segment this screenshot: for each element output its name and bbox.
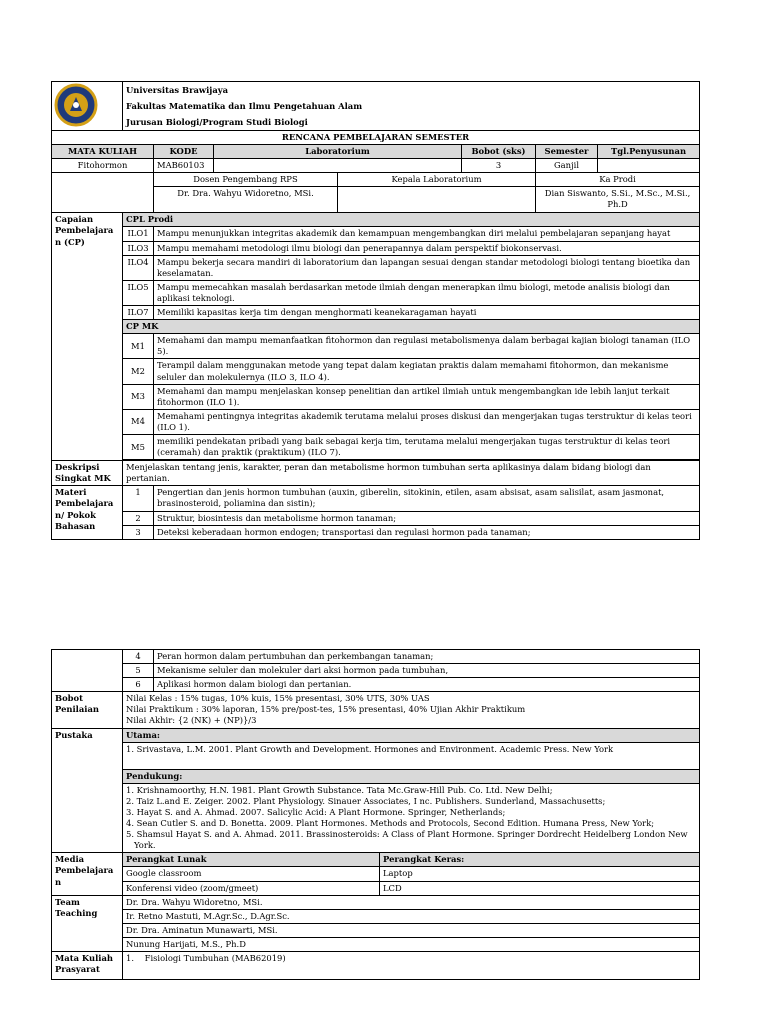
bobot-line: Nilai Akhir: {2 (NK) + (NP)}/3 — [126, 715, 257, 726]
sign-blank — [52, 173, 154, 213]
media-hard-title: Perangkat Keras: — [380, 853, 700, 867]
pustaka-item: 3. Hayat S. and A. Ahmad. 2007. Salicylic Acid: A Plant Hormone. Springer, Netherlands; — [126, 806, 506, 817]
materi-text: Pengertian dan jenis hormon tumbuhan (auxin, giberelin, sitokinin, etilen, asam absisat, asam salisilat, asam jasmonat, brasinosteroid, poliamina dan sistin); — [154, 486, 700, 511]
logo-cell — [52, 82, 123, 131]
materi-no: 4 — [123, 650, 154, 664]
course-name: Fitohormon — [52, 159, 154, 173]
desc-text: Menjelaskan tentang jenis, karakter, peran dan metabolisme hormon tumbuhan serta aplikasinya dalam bidang biologi dan pertanian. — [123, 461, 700, 486]
materi-text: Aplikasi hormon dalam biologi dan pertanian. — [154, 678, 700, 692]
materi-no: 1 — [123, 486, 154, 511]
bobot-label: Bobot Penilaian — [52, 692, 123, 728]
course-code: MAB60103 — [154, 159, 214, 173]
cpmk-code: M5 — [123, 434, 154, 459]
course-lab — [214, 159, 462, 173]
cpmk-text: Memahami pentingnya integritas akademik terutama melalui proses diskusi dan mengerjakan tugas terstruktur di kelas teori (ILO 1). — [154, 409, 700, 434]
materi-no: 5 — [123, 664, 154, 678]
pustaka-label: Pustaka — [52, 728, 123, 853]
col-laboratorium: Laboratorium — [214, 145, 462, 159]
cpl-code: ILO3 — [123, 241, 154, 255]
media-soft-item: Google classroom — [123, 867, 380, 881]
kaprodi-name: Dian Siswanto, S.Si., M.Sc., M.Si., Ph.D — [536, 187, 700, 213]
materi-text: Mekanisme seluler dan molekuler dari aksi hormon pada tumbuhan, — [154, 664, 700, 678]
cpmk-text: Memahami dan mampu memanfaatkan fitohormon dan regulasi metabolismenya dalam berbagai kajian biologi tanaman (ILO 5). — [154, 334, 700, 359]
cp-label: Capaian Pembelajaran (CP) — [52, 213, 123, 461]
pustaka-pendukung-title: Pendukung: — [123, 769, 700, 783]
team-member: Dr. Dra. Wahyu Widoretno, MSi. — [123, 895, 700, 909]
team-member: Dr. Dra. Aminatun Munawarti, MSi. — [123, 923, 700, 937]
materi-text: Deteksi keberadaan hormon endogen; transportasi dan regulasi hormon pada tanaman; — [154, 525, 700, 539]
prasyarat-text: 1. Fisiologi Tumbuhan (MAB62019) — [123, 951, 700, 979]
cpl-code: ILO5 — [123, 280, 154, 305]
materi-label: Materi Pembelajaran/ Pokok Bahasan — [52, 486, 123, 539]
pustaka-item: 1. Krishnamoorthy, H.N. 1981. Plant Growth Substance. Tata Mc.Graw-Hill Pub. Co. Ltd. New Delhi; — [126, 784, 553, 795]
cpl-title: CPL Prodi — [123, 213, 700, 227]
desc-label: Deskripsi Singkat MK — [52, 461, 123, 486]
dev-name: Dr. Dra. Wahyu Widoretno, MSi. — [154, 187, 338, 213]
department-name: Jurusan Biologi/Program Studi Biologi — [126, 117, 308, 127]
cpmk-text: Memahami dan mampu menjelaskan konsep penelitian dan artikel ilmiah untuk mengembangkan ide lebih lanjut terkait fitohormon (ILO 1). — [154, 384, 700, 409]
pustaka-pendukung-list — [123, 783, 700, 853]
cpl-text: Mampu memahami metodologi ilmu biologi dan penerapannya dalam perspektif biokonservasi. — [154, 241, 700, 255]
team-member: Ir. Retno Mastuti, M.Agr.Sc., D.Agr.Sc. — [123, 909, 700, 923]
pustaka-utama-title: Utama: — [123, 728, 700, 742]
university-name: Universitas Brawijaya — [126, 85, 229, 95]
cpl-code: ILO1 — [123, 227, 154, 241]
cpl-text: Mampu bekerja secara mandiri di laboratorium dan lapangan sesuai dengan standar metodologi biologi tentang bioetika dan keselamatan. — [154, 255, 700, 280]
pustaka-utama-item: 1. Srivastava, L.M. 2001. Plant Growth and Development. Hormones and Environment. Academic Press. New York — [123, 742, 700, 769]
institution-header — [123, 82, 700, 131]
materi-no: 6 — [123, 678, 154, 692]
pustaka-item: 2. Taiz L.and E. Zeiger. 2002. Plant Physiology. Sinauer Associates, I nc. Publishers. Sunderland, Massachusetts; — [126, 795, 606, 806]
course-date — [598, 159, 700, 173]
materi-label-cont — [52, 650, 123, 692]
col-semester: Semester — [536, 145, 598, 159]
media-label: Media Pembelajaran — [52, 853, 123, 895]
materi-text: Struktur, biosintesis dan metabolisme hormon tanaman; — [154, 511, 700, 525]
pustaka-item: 5. Shamsul Hayat S. and A. Ahmad. 2011. Brassinosteroids: A Class of Plant Hormone. Springer Dordrecht Heidelberg London New York. — [126, 829, 688, 851]
cpl-text: Memiliki kapasitas kerja tim dengan menghormati keanekaragaman hayati — [154, 306, 700, 320]
materi-text: Peran hormon dalam pertumbuhan dan perkembangan tanaman; — [154, 650, 700, 664]
col-tgl-penyusunan: Tgl.Penyusunan — [598, 145, 700, 159]
rps-body-page-1 — [51, 81, 700, 540]
cpl-code: ILO7 — [123, 306, 154, 320]
cpl-code: ILO4 — [123, 255, 154, 280]
cpmk-text: Terampil dalam menggunakan metode yang tepat dalam kegiatan praktis dalam memahami fitohormon, dan mekanisme seluler dan molekulernya (ILO 3, ILO 4). — [154, 359, 700, 384]
col-mata-kuliah: MATA KULIAH — [52, 145, 154, 159]
bobot-line: Nilai Praktikum : 30% laporan, 15% pre/post-tes, 15% presentasi, 40% Ujian Akhir Praktikum — [126, 704, 526, 715]
materi-no: 2 — [123, 511, 154, 525]
prasyarat-label: Mata Kuliah Prasyarat — [52, 951, 123, 979]
course-semester: Ganjil — [536, 159, 598, 173]
kaprodi-label: Ka Prodi — [536, 173, 700, 187]
cpmk-text: memiliki pendekatan pribadi yang baik sebagai kerja tim, terutama melalui mengerjakan tugas terstruktur di kelas teori (ceramah) dan praktik (praktikum) (ILO 7). — [154, 434, 700, 459]
dev-label: Dosen Pengembang RPS — [154, 173, 338, 187]
media-soft-item: Konferensi video (zoom/gmeet) — [123, 881, 380, 895]
head-lab-name — [338, 187, 536, 213]
head-lab-label: Kepala Laboratorium — [338, 173, 536, 187]
cpmk-code: M2 — [123, 359, 154, 384]
team-label: Team Teaching — [52, 895, 123, 951]
media-hard-item: Laptop — [380, 867, 700, 881]
cpmk-code: M4 — [123, 409, 154, 434]
media-hard-item: LCD — [380, 881, 700, 895]
bobot-text — [123, 692, 700, 728]
rps-table-page-2 — [51, 649, 700, 980]
materi-no: 3 — [123, 525, 154, 539]
bobot-line: Nilai Kelas : 15% tugas, 10% kuis, 15% presentasi, 30% UTS, 30% UAS — [126, 693, 430, 704]
cpmk-code: M1 — [123, 334, 154, 359]
university-logo-icon — [54, 83, 98, 127]
cpl-text: Mampu memecahkan masalah berdasarkan metode ilmiah dengan menerapkan ilmu biologi, metode analisis biologi dan aplikasi teknologi. — [154, 280, 700, 305]
course-credits: 3 — [462, 159, 536, 173]
cpmk-code: M3 — [123, 384, 154, 409]
cpl-text: Mampu menunjukkan integritas akademik dan kemampuan mengembangkan diri melalui pembelajaran sepanjang hayat — [154, 227, 700, 241]
media-soft-title: Perangkat Lunak — [123, 853, 380, 867]
cpmk-title: CP MK — [123, 320, 700, 334]
pustaka-item: 4. Sean Cutler S. and D. Bonetta. 2009. Plant Hormones. Methods and Protocols, Second Edition. Humana Press, New York; — [126, 818, 655, 829]
col-bobot: Bobot (sks) — [462, 145, 536, 159]
faculty-name: Fakultas Matematika dan Ilmu Pengetahuan Alam — [126, 101, 363, 111]
team-member: Nunung Harijati, M.S., Ph.D — [123, 937, 700, 951]
col-kode: KODE — [154, 145, 214, 159]
document-title: RENCANA PEMBELAJARAN SEMESTER — [52, 131, 700, 145]
